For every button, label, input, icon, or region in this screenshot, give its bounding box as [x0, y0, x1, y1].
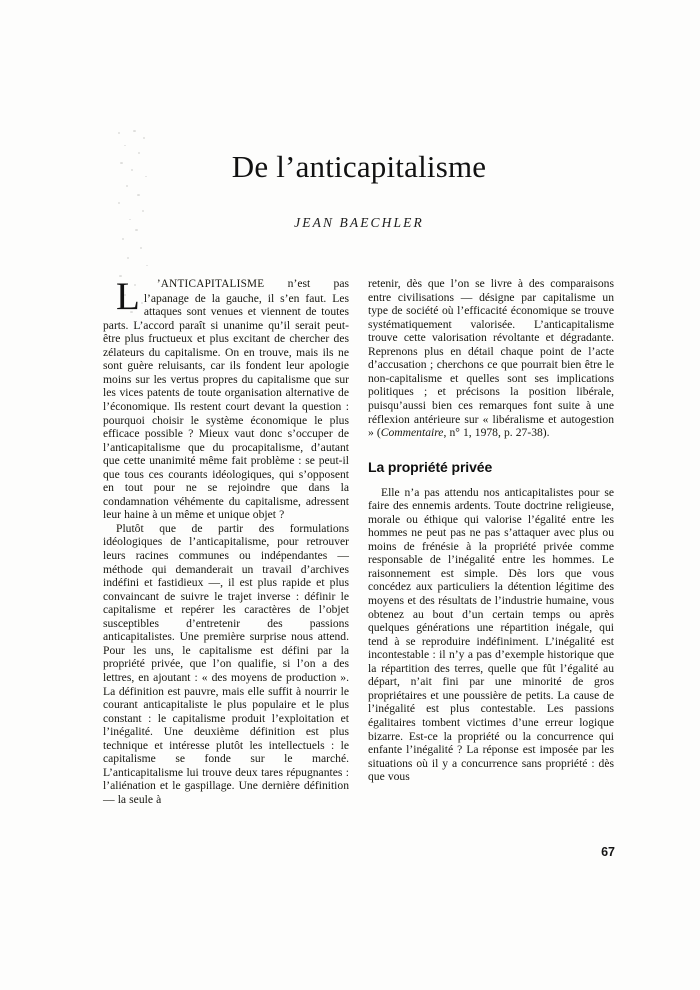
- right-column: [368, 277, 614, 806]
- left-paragraph-2: Plutôt que de partir des formulations idéologiques de l’anticapitalisme, pour retrouver leurs racines communes ou indépendantes — méthode qui demanderait un travail d’archives indéfini et fastidieux —, il est plus rapide et plus convaincant de suivre le trajet inverse : définir le capitalisme et repérer les caractères de l’objet susceptibles d’entretenir des passions anticapitalistes. Une première surprise nous attend. Pour les uns, le capitalisme est défini par la propriété privée, que l’on qualifie, si l’on a des lettres, en ajoutant : « des moyens de production ». La définition est pauvre, mais elle suffit à nourrir le courant anticapitaliste le plus populaire et le plus constant : le capitalisme produit l’exploitation et l’inégalité. Une deuxième définition est plus technique et intéresse plutôt les intellectuels : le capitalisme se fonde sur le marché. L’anticapitalisme lui trouve deux tares répugnantes : l’aliénation et le gaspillage. Une dernière définition — la seule à: [103, 521, 349, 806]
- two-column-body: [103, 277, 615, 806]
- right-paragraph-continuation: [368, 277, 614, 440]
- left-column: [103, 277, 349, 806]
- drop-cap-letter: L: [116, 275, 140, 319]
- page-title: De l’anticapitalisme: [231, 149, 487, 184]
- opening-paragraph: [103, 277, 349, 522]
- opening-smallcaps: ’ANTICAPITALISME: [156, 278, 265, 291]
- opening-paragraph-text: n’est pas l’apanage de la gauche, il s’en faut. Les attaques sont venues et viennent de toutes parts. L’accord paraît si unanime qu’il serait peut-être plus fructueux et plus excitant de chercher des zélateurs du capitalisme. On en trouve, mais ils ne sont guère reluisants, car ils fondent leur apologie moins sur les vertus propres du capitalisme que sur les vices patents de toute organisation alternative de l’économique. Ils restent court devant la question : pourquoi choisir le système économique le plus efficace possible ? Mieux vaut donc s’occuper de l’anticapitalisme que du procapitalisme, d’autant que cette unanimité même fait problème : se peut-il que tous ces courants idéologiques, qui s’opposent en tout pour ne se rejoindre que dans la condamnation véhémente du capitalisme, adressent leur haine à un même et unique objet ?: [103, 277, 349, 522]
- author-byline: JEAN BAECHLER: [294, 215, 424, 231]
- right-paragraph-2: Elle n’a pas attendu nos anticapitalistes pour se faire des ennemis ardents. Toute doctrine religieuse, morale ou éthique qui valorise l’égalité entre les hommes ne peut pas ne pas s’attaquer avec plus ou moins de frénésie à la propriété privée comme responsable de l’inégalité entre les hommes. Le raisonnement est simple. Dès lors que vous concédez aux particuliers la détention légitime des moyens et des résultats de l’industrie humaine, vous obtenez au bout d’un certain temps ou après quelques générations une répartition inégale, qui tend à se reproduire indéfiniment. L’inégalité est incontestable : il n’y a pas d’exemple historique que la répartition des terres, quelle que fût l’égalité au départ, n’ait fini par une minorité de gros propriétaires et une poussière de petits. La cause de l’inégalité est plus contestable. Les passions égalitaires tombent victimes d’une erreur logique bizarre. Est-ce la propriété ou la concurrence qui enfante l’inégalité ? La réponse est imposée par les situations où il y a concurrence sans propriété : dès que vous: [368, 485, 614, 784]
- page-content: [103, 0, 615, 990]
- citation-journal-title: Commentaire: [380, 426, 444, 440]
- citation-details: , n° 1, 1978, p. 27-38).: [443, 426, 550, 440]
- page-number: 67: [601, 845, 615, 859]
- section-heading-la-propriete-privee: La propriété privée: [368, 458, 493, 475]
- continuation-text: retenir, dès que l’on se livre à des comparaisons entre civilisations — désigne par capitalisme un type de société où l’efficacité économique se trouve systématiquement valorisée. L’anticapitalisme trouve cette valorisation révoltante et dégradante. Reprenons plus en détail chaque point de l’acte d’accusation ; cherchons ce que pourrait bien être le non-capitalisme et quelles sont ses implications politiques ; et précisons la position libérale, puisqu’aussi bien ces remarques font suite à une réflexion antérieure sur « libéralisme et autogestion » (: [368, 277, 614, 440]
